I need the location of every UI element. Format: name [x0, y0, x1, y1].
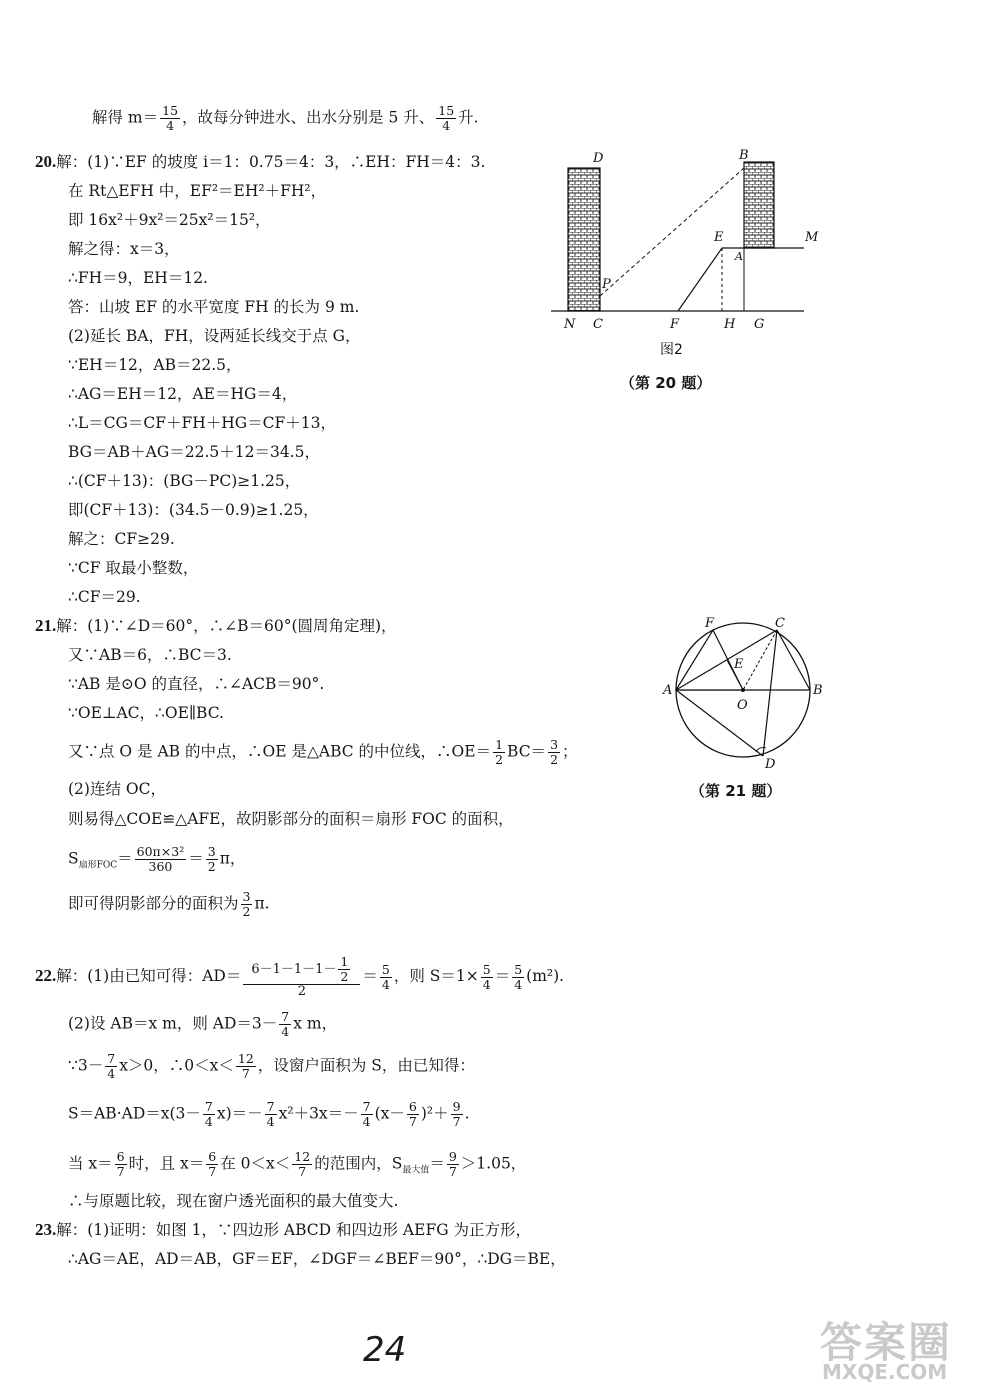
label-B: B [739, 148, 749, 163]
label-A: A [735, 250, 743, 263]
label-E: E [714, 230, 724, 245]
problem-21-line-5: 又∵点 O 是 AB 的中点，∴OE 是△ABC 的中位线，∴OE＝ $\frac{1}{2}$ BC＝ $\frac{3}{2}$ ； [68, 737, 578, 767]
fraction: $\frac{9}{7}$ [448, 1149, 457, 1179]
figure-21-caption: （第 21 题） [690, 782, 782, 800]
problem-22-line-1: 22.解：(1)由已知可得：AD＝ 6－1－1－1－ $\frac{1}{2}$ 2 ＝ $\frac{5}{4}$ ，则 S＝1× $\frac{5}{4}$ ＝ $\frac{5}{4}$ (m²). [35, 954, 565, 999]
label-A: A [663, 683, 673, 698]
fraction: $\frac{6}{7}$ [208, 1149, 217, 1179]
problem-20-line-13: 即(CF＋13)：(34.5－0.9)≥1.25， [68, 501, 319, 519]
fraction: $\frac{5}{4}$ [514, 961, 523, 992]
fraction: $\frac{1}{2}$ [495, 737, 504, 767]
problem-20-line-4: 解之得：x＝3， [68, 240, 180, 258]
problem-21-line-8: $S_{扇形FOC}=$ $\frac{\text{60π×3²}}{360}$ ＝ $\frac{3}{2}$ π， [68, 844, 246, 874]
figure-21-diagram [655, 612, 830, 772]
fraction: $\frac{7}{4}$ [281, 1009, 290, 1039]
label-P: P [602, 277, 611, 292]
fraction: $\frac{1}{2}$ [340, 954, 349, 984]
left-building [568, 168, 600, 311]
label-O: O [737, 698, 748, 713]
problem-21-line-4: ∵OE⊥AC，∴OE∥BC. [68, 704, 224, 722]
problem-21-line-1: 21.解：(1)∵∠D＝60°，∴∠B＝60°(圆周角定理)， [35, 616, 397, 635]
fraction: $\frac{7}{4}$ [204, 1099, 213, 1129]
fraction: $\frac{6}{7}$ [408, 1099, 417, 1129]
fraction: $\frac{7}{4}$ [362, 1099, 371, 1129]
label-E: E [734, 657, 744, 672]
page-number: 24 [363, 1330, 407, 1370]
fraction: $\frac{9}{7}$ [452, 1099, 461, 1129]
fraction: $\frac{\text{60π×3²}}{360}$ [136, 844, 185, 874]
fraction: $\frac{12}{7}$ [237, 1051, 254, 1081]
fraction: $\frac{7}{4}$ [107, 1051, 116, 1081]
fraction: $\frac{15}{4}$ [438, 103, 455, 133]
fraction: $\frac{12}{7}$ [294, 1149, 311, 1179]
problem-number: 22. [35, 966, 57, 985]
fraction: $\frac{5}{4}$ [381, 961, 390, 992]
problem-number: 23. [35, 1220, 57, 1239]
problem-22-line-3: ∵3－ $\frac{7}{4}$ x＞0，∴0＜x＜ $\frac{12}{7}$ ，设窗户面积为 S，由已知得： [68, 1051, 475, 1081]
problem-22-line-2: (2)设 AB＝x m，则 AD＝3－ $\frac{7}{4}$ x m， [68, 1009, 338, 1039]
problem-20-line-3: 即 16x²＋9x²＝25x²＝15²， [68, 211, 271, 229]
fraction: $\frac{7}{4}$ [266, 1099, 275, 1129]
label-G: G [754, 317, 765, 332]
label-M: M [805, 230, 819, 245]
figure-subcaption: 图2 [660, 342, 683, 358]
right-building [744, 162, 774, 248]
problem-20-line-14: 解之：CF≥29. [68, 530, 175, 548]
problem-23-line-2: ∴AG＝AE，AD＝AB，GF＝EF，∠DGF＝∠BEF＝90°，∴DG＝BE， [68, 1250, 566, 1268]
watermark-logo: 答案圈 [820, 1318, 953, 1367]
fraction: $\frac{3}{2}$ [550, 737, 559, 767]
fraction: $\frac{3}{2}$ [207, 844, 216, 874]
fraction: $\frac{15}{4}$ [162, 103, 179, 133]
label-D: D [765, 757, 776, 772]
problem-22-line-5: 当 x＝ $\frac{6}{7}$ 时，且 x＝ $\frac{6}{7}$ 在 0＜x＜ $\frac{12}{7}$ 的范围内，$S_{最大值}=$ $\frac{9}{7}$ ＞1.05， [68, 1149, 527, 1179]
label-F: F [705, 616, 715, 631]
problem-number: 21. [35, 616, 57, 635]
problem-20-line-16: ∴CF＝29. [68, 588, 141, 606]
watermark-url: MXQE.COM [822, 1360, 948, 1384]
figure-20-caption: （第 20 题） [620, 374, 712, 392]
problem-21-line-9: 即可得阴影部分的面积为 $\frac{3}{2}$ π. [68, 889, 270, 919]
label-C: C [593, 317, 603, 332]
problem-20-line-1: 20.解：(1)∵EF 的坡度 i＝1：0.75＝4：3，∴EH：FH＝4：3. [35, 152, 486, 171]
label-D: D [593, 151, 604, 166]
problem-20-line-2: 在 Rt△EFH 中，EF²＝EH²＋FH²， [68, 182, 327, 200]
figure-20-diagram [548, 148, 819, 364]
problem-20-line-6: 答：山坡 EF 的水平宽度 FH 的长为 9 m. [68, 298, 360, 316]
label-C: C [775, 616, 785, 631]
label-B: B [813, 683, 823, 698]
problem-20-line-7: (2)延长 BA，FH，设两延长线交于点 G， [68, 327, 361, 345]
problem-20-line-12: ∴(CF＋13)：(BG－PC)≥1.25， [68, 472, 301, 490]
problem-20-line-9: ∴AG＝EH＝12，AE＝HG＝4， [68, 385, 298, 403]
fraction: $\frac{5}{4}$ [482, 961, 491, 992]
problem-20-line-11: BG＝AB＋AG＝22.5＋12＝34.5， [68, 443, 320, 461]
problem-21-line-2: 又∵AB＝6，∴BC＝3. [68, 646, 232, 664]
problem-20-line-5: ∴FH＝9，EH＝12. [68, 269, 208, 287]
problem-20-line-8: ∵EH＝12，AB＝22.5， [68, 356, 242, 374]
problem-number: 20. [35, 152, 57, 171]
label-H: H [724, 317, 736, 332]
problem-22-line-4: S＝AB·AD＝x(3－ $\frac{7}{4}$ x)＝－ $\frac{7}{4}$ x²＋3x＝－ $\frac{7}{4}$ (x－ $\frac{6}{7}$ )²＋ $\frac{9}{7}$ . [68, 1099, 470, 1129]
problem-21-line-3: ∵AB 是⊙O 的直径，∴∠ACB＝90°. [68, 675, 325, 693]
solution-line: 解得 m＝ $\frac{15}{4}$ ，故每分钟进水、出水分别是 5 升、 $\frac{15}{4}$ 升. [92, 103, 479, 133]
fraction: $\frac{3}{2}$ [242, 889, 251, 919]
problem-22-line-6: ∴与原题比较，现在窗户透光面积的最大值变大. [68, 1192, 399, 1210]
problem-21-line-7: 则易得△COE≌△AFE，故阴影部分的面积＝扇形 FOC 的面积， [68, 810, 514, 828]
problem-20-line-10: ∴L＝CG＝CF＋FH＋HG＝CF＋13， [68, 414, 337, 432]
problem-20-line-15: ∵CF 取最小整数， [68, 559, 199, 577]
problem-21-line-6: (2)连结 OC， [68, 780, 166, 798]
fraction: $\frac{6}{7}$ [116, 1149, 125, 1179]
label-N: N [564, 317, 576, 332]
problem-23-line-1: 23.解：(1)证明：如图 1，∵四边形 ABCD 和四边形 AEFG 为正方形， [35, 1220, 532, 1239]
label-F: F [670, 317, 680, 332]
complex-fraction: 6－1－1－1－ $\frac{1}{2}$ 2 [243, 955, 360, 999]
